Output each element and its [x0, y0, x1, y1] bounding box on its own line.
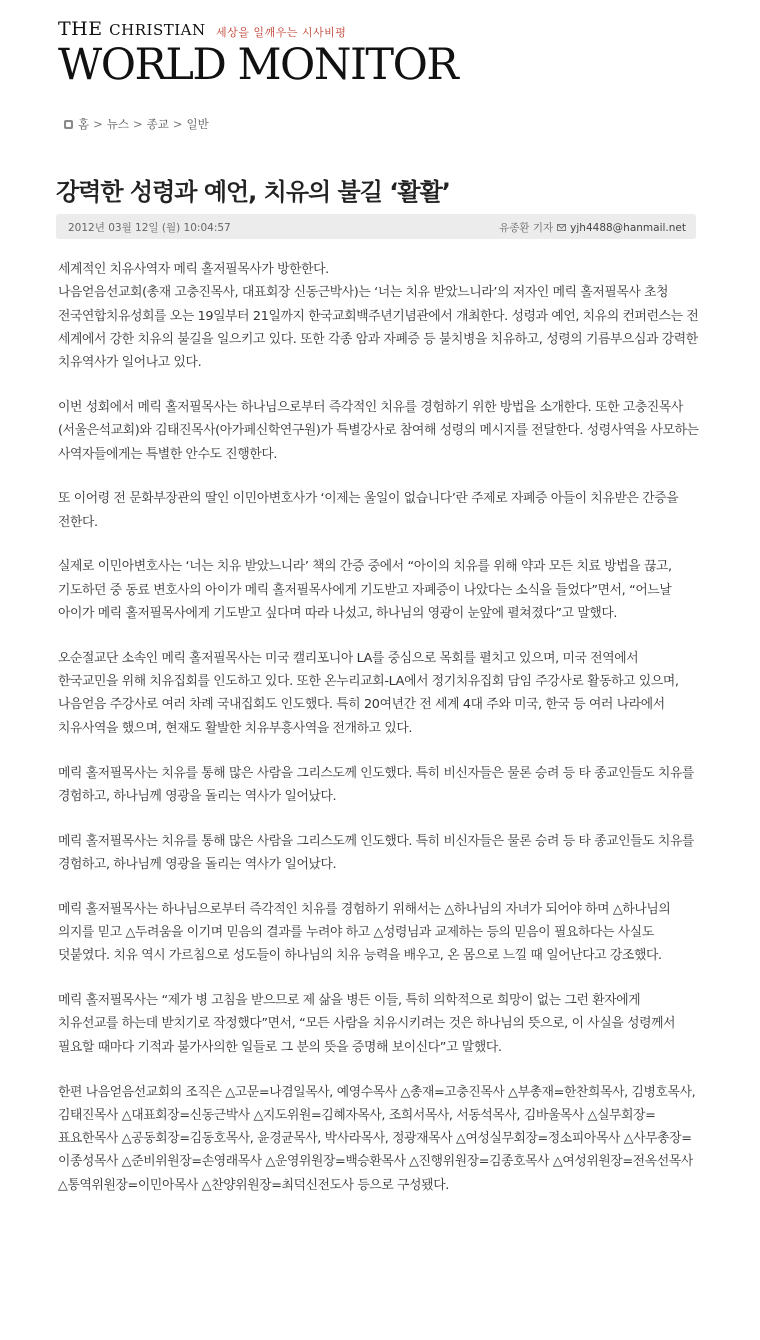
logo-word-christian: CHRISTIAN — [109, 21, 206, 39]
breadcrumb-separator: > — [132, 117, 143, 131]
article-title: 강력한 성령과 예언, 치유의 불길 ‘활활’ — [56, 178, 450, 206]
author-email[interactable]: yjh4488@hanmail.net — [570, 221, 686, 234]
article-paragraph: 메릭 홀저필목사는 하나님으로부터 즉각적인 치유를 경험하기 위해서는 △하나님의 자녀가 되어야 하며 △하나님의 의지를 믿고 △두려움을 이기며 믿음의 결과를 누려야 하고 △성령님과 교제하는 등의 믿음이 필요하다는 사실도 덧붙였다. 치유 역시 가르침으로 성도들이 하나님의 치유 능력을 배우고, 온 몸으로 느낄 때 일어난다고 강조했다. — [58, 901, 671, 964]
article-paragraph: 또 이어령 전 문화부장관의 딸인 이민아변호사가 ‘이제는 울일이 없습니다’란 주제로 자폐증 아들이 치유받은 간증을 전한다. — [58, 491, 679, 530]
article-paragraph: 오순절교단 소속인 메릭 홀저필목사는 미국 캘리포니아 LA를 중심으로 목회를 펼치고 있으며, 미국 전역에서 한국교민을 위해 치유집회를 인도하고 있다. 또한 온누리교회-LA에서 정기치유집회 담임 주강사로 활동하고 있으며, 나음얻음 주강사로 여러 차례 국내집회도 인도했다. 특히 20여년간 전 세계 4대 주와 미국, 한국 등 여러 나라에서 치유사역을 했으며, 현재도 활발한 치유부흥사역을 전개하고 있다. — [58, 650, 679, 736]
article-paragraph: 메릭 홀저필목사는 치유를 통해 많은 사람을 그리스도께 인도했다. 특히 비신자들은 물론 승려 등 타 종교인들도 치유를 경험하고, 하나님께 영광을 돌리는 역사가 일어났다. — [58, 765, 695, 804]
article-author: 유종환 기자 — [499, 222, 554, 234]
article-paragraph: 한편 나음얻음선교회의 조직은 △고문=나겸일목사, 예영수목사 △총재=고충진목사 △부총재=한찬희목사, 김병호목사, 김태진목사 △대표회장=신동근박사 △지도위원=김혜자목사, 조희서목사, 서동석목사, 김바울목사 △실무회장=표요한목사 △공동회장=김동호목사, 윤경균목사, 박사라목사, 정광재목사 △여성실무회장=정소피아목사 △사무총장=이종성목사 △준비위원장=손영래목사 △운영위원장=백승환목사 △진행위원장=김종호목사 △여성위원장=전옥선목사 △통역위원장=이민아목사 △찬양위원장=최덕신전도사 등으로 구성됐다. — [58, 1084, 696, 1193]
article-paragraph: 메릭 홀저필목사는 “제가 병 고침을 받으므로 제 삶을 병든 이들, 특히 의학적으로 희망이 없는 그런 환자에게 치유선교를 하는데 받치기로 작정했다”면서, “모든 사람을 치유시키려는 것은 하나님의 뜻으로, 이 사실을 성령께서 필요할 때마다 기적과 불가사의한 일들로 그 분의 뜻을 증명해 보이신다”고 말했다. — [58, 993, 676, 1055]
article-paragraph: 메릭 홀저필목사는 치유를 통해 많은 사람을 그리스도께 인도했다. 특히 비신자들은 물론 승려 등 타 종교인들도 치유를 경험하고, 하나님께 영광을 돌리는 역사가 일어났다. — [58, 833, 695, 872]
article-paragraph: 세계적인 치유사역자 메릭 홀저필목사가 방한한다. — [58, 262, 329, 277]
article-paragraph: 실제로 이민아변호사는 ‘너는 치유 받았느니라’ 책의 간증 중에서 “아이의 치유를 위해 약과 모든 치료 방법을 끊고, 기도하던 중 동료 변호사의 아이가 메릭 홀저필목사에게 기도받고 자폐증이 나았다는 소식을 들었다”면서, “어느날 아이가 메릭 홀저필목사에게 기도받고 싶다며 따라 나섰고, 하나님의 영광이 눈앞에 펼쳐졌다”고 말했다. — [58, 559, 672, 622]
article-meta-bar — [56, 214, 696, 239]
breadcrumb-news[interactable]: 뉴스 — [106, 117, 129, 131]
logo-word-monitor: MONITOR — [237, 40, 458, 90]
article-paragraph: 이번 성회에서 메릭 홀저필목사는 하나님으로부터 즉각적인 치유를 경험하기 위한 방법을 소개한다. 또한 고충진목사(서울은석교회)와 김태진목사(아가페신학연구원)가 특별강사로 참여해 성령의 메시지를 전달한다. 성령사역을 사모하는 사역자들에게는 특별한 안수도 진행한다. — [58, 399, 699, 462]
article-body — [58, 258, 700, 1197]
article-date: 2012년 03월 12일 (월) 10:04:57 — [68, 222, 231, 234]
logo-main-line — [58, 42, 457, 88]
logo-word-world: WORLD — [58, 40, 226, 90]
site-tagline: 세상을 일깨우는 시사비평 — [216, 26, 347, 39]
breadcrumb-separator: > — [93, 117, 103, 131]
breadcrumb-general[interactable]: 일반 — [186, 117, 209, 131]
site-logo[interactable] — [58, 18, 458, 90]
logo-word-the: THE — [58, 18, 103, 40]
author-info — [499, 220, 686, 235]
breadcrumb — [64, 116, 209, 132]
mail-icon — [557, 224, 566, 231]
breadcrumb-home[interactable]: 홈 — [78, 117, 90, 131]
breadcrumb-separator: > — [172, 117, 183, 131]
article-paragraph: 나음얻음선교회(총재 고충진목사, 대표회장 신동근박사)는 ‘너는 치유 받았느니라’의 저자인 메릭 홀저필목사 초청 전국연합치유성회를 오는 19일부터 21일까지 한국교회백주년기념관에서 개최한다. 성령과 예언, 치유의 컨퍼런스는 전 세계에서 강한 치유의 불길을 일으키고 있다. 또한 각종 암과 자폐증 등 불치병을 치유하고, 성령의 기름부으심과 강력한 치유역사가 일어나고 있다. — [58, 285, 699, 371]
logo-top-line — [58, 18, 206, 40]
home-icon — [64, 120, 73, 129]
breadcrumb-religion[interactable]: 종교 — [146, 117, 169, 131]
